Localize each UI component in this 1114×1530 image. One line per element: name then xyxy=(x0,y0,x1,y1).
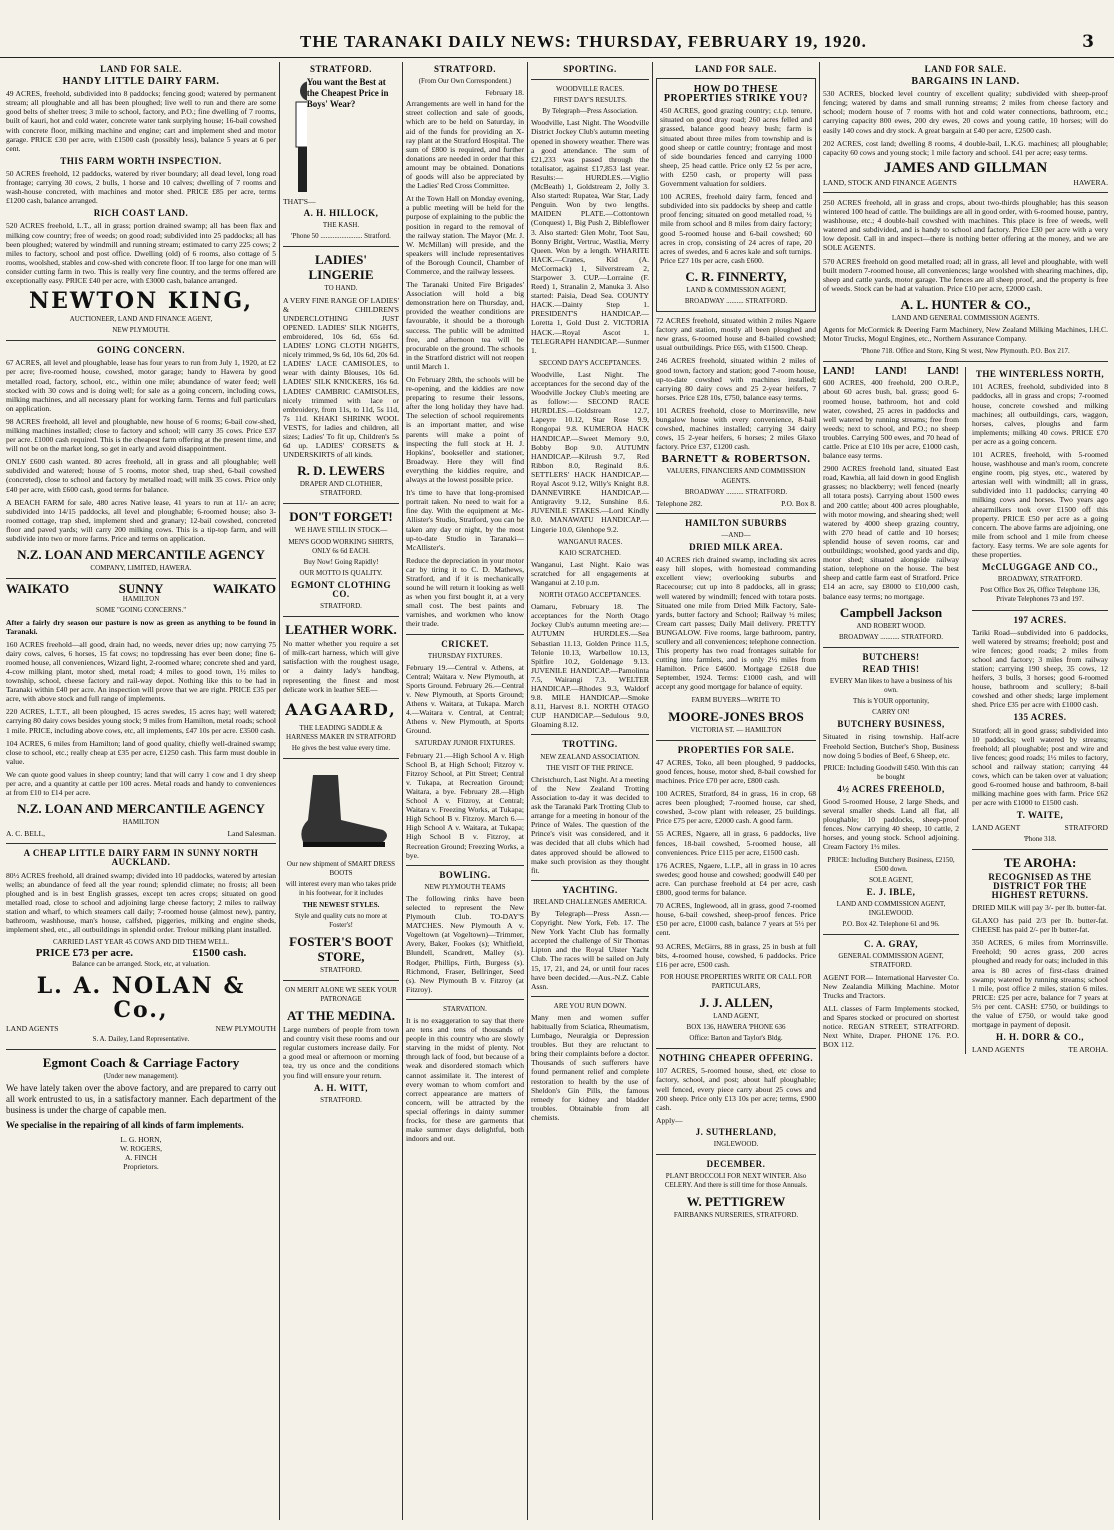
ad-heading: HANDY LITTLE DAIRY FARM. xyxy=(62,76,220,88)
listing: 50 ACRES freehold, 12 paddocks, watered by river boundary; all dead level, long road frontage; carrying 30 cows, 2 bulls, 1 horse and 10 calves; dwelling of 7 rooms and wash-house concreted, with machines and motor shed. PRICE £85 per acre, terms £1200 cash, balance arranged. xyxy=(6,168,276,206)
ad-body: Our new shipment of SMART DRESS BOOTS xyxy=(286,860,396,878)
ad-box xyxy=(656,78,816,312)
listing: 107 ACRES, 5-roomed house, shed, etc close to factory, school, and post; about half ploughable; well fenced, every piece carry about 25 cows and 200 sheep. Price only £13 10s per acre; terms, £900 cash. xyxy=(656,1066,816,1112)
news-paragraph: Wanganui, Last Night. Kaio was scratched for all engagements at Wanganui at 2.10 p.m. xyxy=(531,559,649,587)
section-head: BOWLING. xyxy=(439,869,491,880)
agent-desc: LAND AGENTS TE AROHA. xyxy=(972,1045,1108,1055)
agent-name: C. A. GRAY, xyxy=(863,939,919,950)
agent-location: BROADWAY .......... STRATFORD. xyxy=(684,487,788,496)
ad-heading: GOING CONCERN. xyxy=(96,345,185,356)
agent-contact: BOX 136, HAWERA 'PHONE 636 xyxy=(686,1023,786,1032)
ad-body: Style and quality cuts no more at Foster's! xyxy=(294,911,388,929)
agent-location: BROADWAY, STRATFORD. xyxy=(997,575,1083,584)
listing: 250 ACRES freehold, all in grass and crops, about two-thirds ploughable; has this season wintered 100 head of cattle. The buildings are all in good order, with 6-roomed house, pantry, washhouse, etc.; 4 double-bail cowshed with machines. This place is free of weeds, well watered and subdivided, and is handy to school and factory. Price £30 per acre with a very low deposit. Call in and inspect—there is nothing better offering at the money, and we are SOLE AGENTS. xyxy=(823,197,1108,253)
listing: 450 ACRES, good grazing country; c.t.p. tenure, situated on good dray road; 260 acres felled and grassed, balance good heavy bush; farm is situated about three miles from township and is good sheep or cattle country; frontage and most of side boundaries fenced and carrying 1000 sheep, 25 head cattle. Price only £2 5s per acre, with £250 cash, or property will pass Government valuation for soldiers. xyxy=(660,106,812,189)
subsection-head: NEW ZEALAND ASSOCIATION. xyxy=(540,752,640,761)
ad-body: No matter whether you require a set of milk-cart harness, which will give satisfaction with the roughest usage, or a dainty lady's handbag, representing the finest and most delicate work in leather SEE— xyxy=(283,639,399,694)
section-head: LAND FOR SALE. xyxy=(100,64,182,74)
shop-desc: STRATFORD. xyxy=(320,965,362,974)
byline: (From Our Own Correspondent.) xyxy=(418,77,512,86)
listing: ONLY £600 cash wanted. 80 acres freehold, all in grass and all ploughable; well subdivided and watered; house of 5 rooms, motor shed, trap shed, 6-bail cowshed (concreted), close to school and factory by metalled road; will milk 35 cows. Price only £40 per acre, with £600 cash, good terms for balance. xyxy=(6,457,276,494)
column-3 xyxy=(406,62,524,1520)
ad-body: SOLE AGENT, xyxy=(869,875,913,884)
ad-heading: LADIES' LINGERIE xyxy=(308,252,374,283)
ad-heading: 4½ ACRES FREEHOLD, xyxy=(837,783,945,794)
section-head: SPORTING. xyxy=(563,64,617,74)
ad-body: WE HAVE STILL IN STOCK— xyxy=(294,526,388,535)
shop-name: EGMONT CLOTHING CO. xyxy=(290,579,392,599)
agent-name: N.Z. LOAN AND MERCANTILE AGENCY xyxy=(17,547,265,563)
agent-detail: Agents for McCormick & Deering Farm Machinery, New Zealand Milking Machines, I.H.C. Motor Trucks, Mogul Engines, etc., Northern Assurance Company. xyxy=(823,324,1108,344)
shop-name: FOSTER'S BOOT STORE, xyxy=(289,933,393,964)
agent-contact: P.O. Box 42. Telephone 61 and 96. xyxy=(842,920,940,929)
listing: 520 ACRES freehold, L.T., all in grass; portion drained swamp; all has been flax and milking cow country; free of weeds; on good road; subdivided into 25 paddocks; all has been ploughed; watered by windmill and running stream; estimated to carry 225 cows; 2 miles to factory, school and post office. Dwelling (old) of 6 rooms, also cottage of 5 rooms, woolshed, stables and cow-shed with concrete floor. If too large for one man will consider cutting farm in two. This is really very fine country, and the terms offered are exceptionally easy. PRICE £40 per acre, with £3000 cash, balance arranged. xyxy=(6,221,276,285)
listing: 246 ACRES freehold, situated within 2 miles of good town, factory and station; good 7-room house, up-to-date cowshed with machines installed; carrying 80 dairy cows and 25 2-year heifers, 7 horses. Price £28 10s, £750, balance easy terms. xyxy=(656,356,816,402)
agent-name: McCLUGGAGE AND CO., xyxy=(982,562,1098,573)
agent-contact: 'Phone 718. Office and Store, King St west, New Plymouth. P.O. Box 217. xyxy=(861,347,1070,356)
section-head: STRATFORD. xyxy=(309,64,373,74)
subsection-head: FIRST DAY'S RESULTS. xyxy=(553,96,627,105)
shop-name: R. D. LEWERS xyxy=(297,463,385,479)
agent-detail: ALL classes of Farm Implements stocked, and Spares stocked or procured on shortest notice. REGAN STREET, STRATFORD. Next White, Draper. PHONE 176. P.O. BOX 112. xyxy=(823,1003,960,1050)
listing: 67 ACRES, all level and ploughable, lease has four years to run from July 1, 1920, at £2 per acre; five-roomed house, cowshed, motor garage; handy to Hawera by good metalled road, factory, school, etc., within one mile; abundance of water feed; well stocked with 30 cows and is doing well; for sale as a going concern, including cows, milking machines, and all necessary plant for working farm. Terms and full particulars on application. xyxy=(6,358,276,413)
waikato-banner: WAIKATO SUNNY WAIKATO xyxy=(6,581,276,597)
ad-intro: After a fairly dry season our pasture is now as green as anything to be found in Taranaki. xyxy=(6,617,276,636)
ad-heading: AT THE MEDINA. xyxy=(287,1008,395,1024)
listing: 100 ACRES, Stratford, 84 in grass, 16 in crop, 68 acres been ploughed; 7-roomed house, car shed, cowshed, 3-cow plant with releaser, 25 buildings. Price £75 per acre, £2000 cash. A good farm. xyxy=(656,789,816,826)
subsection-head: NEW PLYMOUTH TEAMS xyxy=(424,882,506,891)
ad-heading: A CHEAP LITTLE DAIRY FARM IN SUNNY NORTH AUCKLAND. xyxy=(23,848,259,868)
ad-body: PRICE: Including Goodwill £450. With this can be bought xyxy=(823,763,959,781)
subsection-head: NORTH OTAGO ACCEPTANCES. xyxy=(539,591,641,600)
column-divider xyxy=(819,62,820,1520)
listing: 350 ACRES, 6 miles from Morrinsville. Freehold; 90 acres grass, 200 acres ploughed and ready for oats; included in this area is 80 acres of first-class drained swamp; watered by running streams; school 1 mile, post office 2 miles, station 6 miles. PRICE: £25 per acre, balance for 7 years at 5½ per cent. CASH: £750, or buildings to the value of £750, or would take good mortgage in payment of deposit. xyxy=(972,938,1108,1030)
subsection-head: THURSDAY FIXTURES. xyxy=(427,651,503,660)
ad-body: EVERY Man likes to have a business of his own. xyxy=(829,676,953,695)
agent-contact: Office: Barton and Taylor's Bldg. xyxy=(689,1034,783,1043)
ad-subhead: SOME "GOING CONCERNS." xyxy=(95,606,187,615)
man-figure-icon xyxy=(283,77,307,197)
agent-desc: LAND AND GENERAL COMMISSION AGENTS. xyxy=(891,313,1040,322)
agent-name: N.Z. LOAN AND MERCANTILE AGENCY xyxy=(17,801,265,817)
news-paragraph: It is no exaggeration to say that there are tens and tens of thousands of people in this country who are slowly starving in the midst of plenty. Not through lack of food, but because of a weak and disordered stomach which cannot assimilate it. The interest of every woman to whom comfort and correct appearance are matters of concern, will be attracted by the special offerings in dainty summer frocks, for these are garments that make summer days delightful, both indoors and out. xyxy=(406,1016,524,1144)
masthead xyxy=(0,32,1114,54)
ad-note: FARM BUYERS—WRITE TO xyxy=(691,695,781,704)
ad-heading: BUTCHERS! xyxy=(862,651,920,662)
agent-desc: LAND AGENTS NEW PLYMOUTH xyxy=(6,1023,276,1033)
shop-name: W. PETTIGREW xyxy=(686,1194,786,1210)
listing: 40 ACRES rich drained swamp, including six acres easy hill slopes, with homestead commanding excellent view; overlooking suburbs and Racecourse; cut up into 8 paddocks, all in grass; well watered by windmill; fenced with totara posts. Situated one mile from Dried Milk Factory, Sale-yards, butter factory and School; Railway ½ miles; Cream cart passes; Daily Mail delivery. PRETTY BUNGALOW. Five rooms, large bathroom, pantry, scullery and all conveniences; telephone connection. This property has two road frontages suitable for cutting into farmlets, and is only 2½ miles from Hamilton. Price £4600. Mortgage £2618 due September, 1924. Terms: £1000 cash, and will accept any good mortgage for balance of equity. xyxy=(656,555,816,692)
column-6 xyxy=(823,62,1108,1520)
ad-subhead: TO HAND. xyxy=(324,284,358,293)
agent-desc: AND ROBERT WOOD. xyxy=(856,621,926,630)
ad-body: THE NEWEST STYLES. xyxy=(302,900,380,909)
news-paragraph: It's time to have that long-promised portrait taken. No need to wait for a fine day. With the equipment at Mc-Allister's Studio, Stratford, you can be taken any day or night, by the most up-to-date Studio in Taranaki—McAllister's. xyxy=(406,488,524,552)
agent-name: BARNETT & ROBERTSON. xyxy=(661,453,811,466)
listing: 101 ACRES, freehold, with 5-roomed house, washhouse and man's room, concrete engine room, pig styes, etc., watered by artesian well with windmill; all in grass, subdivided into 11 paddocks; carrying 40 milking cows and horses. Two years ago ahearmilkers took over £1500 off this property. PRICE £50 per acre as a going concern. The above farms are adjoining, one mile from school and 1 mile from cheese factory. Easy terms. We are sole agents for these properties. xyxy=(972,450,1108,560)
subsection-head: KAIO SCRATCHED. xyxy=(559,548,621,557)
shop-desc: THE LEADING SADDLE & HARNESS MAKER IN STRATFORD xyxy=(286,723,396,741)
shop-desc: STRATFORD. xyxy=(320,1095,362,1104)
news-paragraph: Christchurch, Last Night. At a meeting of the New Zealand Trotting Association to-day it was decided to ask the Taranaki Park Trotting Club to arrange for a meeting in honour of the Prince of Wales. The question of the Prince's visit was considered, and it was decided that all clubs which had dates approved should be allowed to make such provision as they thought fit. xyxy=(531,774,649,875)
news-paragraph: Woodville, Last Night. The Woodville District Jockey Club's autumn meeting opened in showery weather. There was a good attendance. The sum of £21,233 was passed through the totalisator, against £17,853 last year. Results:— HURDLES.—Viglio (McBeath) 1, Goldstream 2, Jolly 3. Also started: Rupatea, War Star, Lady Penguin. Won by two lengths. MAIDEN PLATE.—Cottontown (Conquest) 1, Big Push 2, Bibleflower 3. Also started: Glen Mohr, Toot Sau, Bonny Bright, Vertruc, Wastlia, Merry Queen. Won by a length. WHARITE HACK.—Cranes, Kid (A. McCormack) 1, Silverstream 2, Starpower 3. CUP.—Lorraine (F. Reed) 1, Stranalin 2, Manuka 3. Also started: Paisia, Dead Sea. COUNTY HACK.—Dainty Step 1. PRESIDENT'S HANDICAP.—Loretta 1, Gold Dust 2. VICTORIA HACK.—Royal Ascot 1. TELEGRAPH HANDICAP.—Sunmer 1. xyxy=(531,118,649,355)
section-head: YACHTING. xyxy=(562,884,618,895)
ad-heading: Egmont Coach & Carriage Factory xyxy=(42,1054,240,1070)
listing: 160 ACRES freehold—all good, drain had, no weeds, never dries up; now carrying 75 dairy cows, calves, 6 horses, 15 fat cows; no topdressing has ever been done; fine 6-roomed house, all conveniences, Wizard light, 2-roomed whare; concrete shed and yard, 4-cow milking plant, motor shed, metal road; 4 miles to good town, 1½ miles to township, school, cheese factory and rail-way depot. Nothing like this to be had in Taranaki within £40 per acre. An inspection will prove that we are right. PRICE £35 per acre, with above stock and full range of implements. xyxy=(6,639,276,704)
agent-location: HAMILTON xyxy=(122,595,160,604)
agent-rep: S. A. Dailey, Land Representative. xyxy=(92,1034,190,1043)
ad-body: DRIED MILK will pay 3/- per lb. butter-fat. xyxy=(972,902,1107,912)
agent-location: NEW PLYMOUTH. xyxy=(112,326,170,335)
listing: 101 ACRES freehold, close to Morrinsville, new bungalow house with every convenience, 8-bail cowshed, machines installed; carrying 34 dairy cows, 15 2-year heifers, 6 horses; 2 miles Glaxo factory. Price £37, £1200 cash. xyxy=(656,405,816,452)
news-paragraph: The Taranaki United Fire Brigades' Association will hold a big demonstration here on Thursday, and, provided the weather conditions are favourable, it should be a thorough success. The public will be admitted free, and afternoon tea will be procurable on the ground. The schools in the Stratford district will not reopen until March 1. xyxy=(406,280,524,371)
agent-name: MOORE-JONES BROS xyxy=(668,708,804,724)
listing: 72 ACRES freehold, situated within 2 miles Ngaere factory and station, mostly all been ploughed and new grass, 6-roomed house and 8-bailed cowshed; usual outbuildings. Price £65, with £1500. Cheap. xyxy=(656,316,816,353)
listing: 98 ACRES freehold, all level and ploughable, new house of 6 rooms; 6-bail cow-shed, milking machines installed; close to factory and school; will carry 35 cows. Price £37 per acre. £1000 cash required. This is the cheapest farm offering at the present time, and will not be on the market long, so get in early and avoid disappointment. xyxy=(6,416,276,454)
news-paragraph: By Telegraph—Press Assn.—Copyright. New York, Feb. 17. The New York Yacht Club has formally accepted the challenge of Sir Thomas Lipton and the Royal Ulster Yacht Club. The races will be sailed on July 15, 17, 21, and 24, or until four races have been decided.—Aus.-N.Z. Cable Assn. xyxy=(531,908,649,991)
column-4 xyxy=(531,62,649,1520)
ad-body: PRICE: Including Butchery Business, £2150, £500 down. xyxy=(827,855,955,873)
ad-body: Situated in rising township. Half-acre Freehold Section, Butcher's Shop, Business now doing 5 bodies of Beef, 6 Sheep, etc. xyxy=(823,732,960,760)
agent-detail: AGENT FOR— International Harvester Co. New Zealandia Milking Machine. Motor Trucks and Tractors. xyxy=(823,972,960,1000)
subsection-head: WANGANUI RACES. xyxy=(557,537,623,546)
subsection-head: STARVATION. xyxy=(443,1004,487,1013)
ad-heading: BUTCHERY BUSINESS, xyxy=(837,719,945,730)
listing: 202 ACRES, cost land; dwelling 8 rooms, 4 double-bail, L.K.G. machines; all ploughable; capacity 60 cows and young stock; 1 mile factory and school. £41 per acre; easy terms. xyxy=(823,138,1108,157)
agent-desc: VALUERS, FINANCIERS AND COMMISSION AGENTS. xyxy=(666,467,806,485)
boys-wear-ad: You want the Best at the Cheapest Price in Boys' Wear? xyxy=(283,77,399,197)
agent-name: A. L. HUNTER & CO., xyxy=(900,296,1031,312)
agent-location: VICTORIA ST. — HAMILTON xyxy=(690,725,782,734)
ad-subhead: RECOGNISED AS THE DISTRICT FOR THE HIGHEST RETURNS. xyxy=(988,871,1092,900)
listing: 176 ACRES, Ngaere, L.I.P., all in grass in 10 acres swedes; good house and cowshed; goodwill £40 per acre. Can purchase freehold at £4 per acre, cash £800, good terms for balance. xyxy=(656,860,816,898)
ad-heading: 197 ACRES. xyxy=(1013,614,1067,625)
agent-desc: LAND AGENT STRATFORD xyxy=(972,823,1108,833)
listing: 570 ACRES freehold on good metalled road; all in grass, all level and ploughable, with well built modern 7-roomed house, all conveniences; large woolshed with shearing machines, dip, sheep and cattle yards, motor garage. The fences are all sheep proof, and the property is free of weeds. Stock can be had at valuation. Price £10 per acre, £2000 cash. xyxy=(823,256,1108,293)
ad-body: We have lately taken over the above factory, and are prepared to carry out all work entrusted to us, in a satisfactory manner. Each department of the business is under the charge of capable men. xyxy=(6,1082,276,1115)
column-divider xyxy=(402,62,403,1520)
subsection-head: ARE YOU RUN DOWN. xyxy=(553,1001,627,1010)
column-5 xyxy=(656,62,816,1520)
ad-body: We specialise in the repairing of all kinds of farm implements. xyxy=(6,1119,244,1130)
agent-location: INGLEWOOD. xyxy=(713,1140,759,1148)
masthead-rule xyxy=(0,57,1114,58)
ad-note: Apply— xyxy=(656,1115,683,1125)
news-paragraph: Many men and women suffer habitually from Sciatica, Rheumatism, Lumbago, Neuralgia or Depression troubles. But they are reluctant to bring their complaints before a doctor. Thousands of such sufferers have found permanent relief and complete restoration to health by the use of Sheldon's Gin Pills, the famous remedy for kidney and bladder troubles. Obtainable from all chemists. xyxy=(531,1012,649,1122)
agent-contact: Post Office Box 26, Office Telephone 136, Private Telephones 73 and 197. xyxy=(980,586,1100,604)
ad-body: GLAXO has paid 2/3 per lb. butter-fat. CHEESE has paid 2/- per lb butter-fat. xyxy=(972,916,1108,935)
byline: By Telegraph—Press Association. xyxy=(542,107,638,116)
agent-name: NEWTON KING, xyxy=(28,288,254,315)
shop-desc: DRAPER AND CLOTHIER, STRATFORD. xyxy=(299,480,383,498)
price-line: PRICE £73 per acre. £1500 cash. xyxy=(35,947,247,960)
news-paragraph: At the Town Hall on Monday evening, a public meeting will be held for the purpose of explaining to the public the position in regard to the removal of the railway station. The Mayor (Mr. J. W. McMillan) will preside, and the speakers will include representatives of the Borough Council, Chamber of Commerce, and the railway lessees. xyxy=(406,194,524,276)
agent-location: HAMILTON xyxy=(122,818,160,827)
news-paragraph: February 19.—Central v. Athens, at Central; Waitara v. New Plymouth, at Sports Ground. February 26.—Central v. New Plymouth, at Sports Ground; Athens v. Waitara, at Tukapa. March 4.—Waitara v. Central, at Central; Athens v. New Plymouth, at Sports Ground. xyxy=(406,662,524,736)
ad-heading: DRIED MILK AREA. xyxy=(689,542,783,553)
agent-name: J. SUTHERLAND, xyxy=(695,1126,777,1137)
news-paragraph: Arrangements are well in hand for the street collection and sale of goods, which are to be held on Saturday, in aid of the funds for providing an X-ray plant at the Stratford Hospital. The sum of £800 is required, and further donations are needed in order that this amount may be obtained. Donations of goods will also be appreciated by the Ladies' Red Cross Committee. xyxy=(406,99,524,191)
section-head: CRICKET. xyxy=(441,638,489,649)
ad-heading: PROPERTIES FOR SALE. xyxy=(677,744,795,755)
shop-desc: THE KASH. xyxy=(322,221,360,230)
column-divider xyxy=(279,62,280,1520)
ad-heading: READ THIS! xyxy=(862,663,920,674)
listing: 70 ACRES, Inglewood, all in grass, good 7-roomed house, 6-bail cowshed, sheep-proof fences. Price £50 per acre, £1000 cash, balance 7 years at 5½ per cent. xyxy=(656,901,816,938)
shop-desc: FAIRBANKS NURSERIES, STRATFORD. xyxy=(673,1211,799,1220)
listing: 49 ACRES, freehold, subdivided into 8 paddocks; fencing good; watered by permanent stream; all ploughable and all has been ploughed; live well to run and there are some good belts of shelter trees; 3 mile to school, factory, and P.O.; fine dwelling of 7 rooms, built of kauri, hot and cold water, concrete water tank surplying house; 16-bail cowshed with concrete floor, milking machine and engine; cart and implement shed and motor garage. PRICE £30 per acre, with £1500 cash (possibly less), balance 5 years at 6 per cent. xyxy=(6,89,276,153)
agent-name: JAMES AND GILLMAN xyxy=(883,159,1048,176)
listing: We can quote good values in sheep country; land that will carry 1 cow and 1 dry sheep per acre, and a quantity at cattle per 100 acres. Metal roads and handy to conveniences at from £10 to £14 per acre. xyxy=(6,769,276,798)
shop-desc: STRATFORD. xyxy=(320,602,362,611)
news-paragraph: Oamaru, February 18. The acceptances for the North Otago Jockey Club's autumn meeting are:— AUTUMN HURDLES.—Sea Sebastian 11.13, Golden Prince 11.5, Telonie 10.13, Warbellow 10.13, Spitfire 10.2, Goldenage 9.13. JUVENILE HANDICAP.—Pamolinta 7.5, Wairangi 7.3. WELTER HANDICAP.—Rhodes 9.3, Waldorf 9.8. MILE HANDICAP.—Smoke 8.11, Harvest 8.1. NORTH OTAGO CUP HANDICAP.—Sedulous 9.0, Gloaming 8.12. xyxy=(531,602,649,730)
ad-heading: THIS FARM WORTH INSPECTION. xyxy=(60,155,222,166)
subsection-head: IRELAND CHALLENGES AMERICA. xyxy=(533,897,647,906)
ad-heading: 135 ACRES. xyxy=(1013,712,1067,723)
agent-name: H. H. DORR & CO., xyxy=(996,1032,1084,1043)
news-paragraph: Woodville, Last Night. The acceptances for the second day of the Woodville Jockey Club's meeting are as follow:— SECOND RACE HURDLES.—Goldstream 12.7, Lapeyre 10.12, Star Rose 9.9, Rongopai 9.8. KUMEROA HACK HANDICAP.—Sweet Memory 9.0, Bobby Bop 9.0. AUTUMN HANDICAP.—Kilrush 9.7, Red Ribbon 8.0, Reginald 8.6. SETTLERS' HACK HANDICAP.—Royal Ascot 9.12, Willy's Knight 8.8. DANNEVIRKE HANDICAP.—Antigravity 9.12, Sunshine 8.6. JUVENILE STAKES.—Lord Kindly 8.0. MANAWATU HANDICAP.—Lingerie 10.0, Glenhope 9.2. xyxy=(531,369,649,534)
ad-subhead: (Under new management). xyxy=(103,1071,179,1080)
agent-contact: Telephone 282. P.O. Box 8. xyxy=(656,498,816,508)
listing: Tariki Road—subdivided into 6 paddocks, well watered by streams; freehold; post and wire fences; good roads; 2 miles from school and factory; 3 miles from railway station; carrying 190 sheep, 35 cows, 12 heifers, 3 bulls, 3 horses; good 6-roomed house, bathroom and scullery; 8-bail cowshed and other sheds; large implement shed. Price £35 per acre with £1000 cash. xyxy=(972,627,1108,710)
ad-heading: LEATHER WORK. xyxy=(285,622,397,638)
listing: 104 ACRES, 6 miles from Hamilton; land of good quality, chiefly well-drained swamp; close to school, etc.; really cheap at £35 per acre, £1250 cash. This farm must double in value. xyxy=(6,738,276,766)
agent-name: C. R. FINNERTY, xyxy=(685,268,787,284)
listing: 47 ACRES, Toko, all been ploughed, 9 paddocks, good fences, house, motor shed, 8-bail cowshed for machines. Price £70 per acre, £800 cash. xyxy=(656,757,816,785)
news-paragraph: Reduce the depreciation in your motor car by tiring it to C. D. Mathews, Stratford, and if it is mechanically sound he will return it looking as well as when you first bought it, at a very small cost. The best paints and varnishes, and workmen who know their trade. xyxy=(406,555,524,629)
shop-phone: 'Phone 50 ........................ Stratford. xyxy=(291,232,391,241)
agent-name: J. J. ALLEN, xyxy=(699,994,773,1010)
ad-heading: HOW DO THESE PROPERTIES STRIKE YOU? xyxy=(663,84,809,105)
page-number: 3 xyxy=(1082,32,1094,52)
listing: 93 ACRES, McGirrs, 88 in grass, 25 in bush at full bits, 4-roomed house, cowshed, 6 paddocks. Price £16 per acre, £500 cash. xyxy=(656,941,816,969)
listing: 101 ACRES, freehold, subdivided into 8 paddocks, all in grass and crops; 7-roomed house, concrete cowshed and milking machines; all outbuildings, cars, waggon, horses, calves, ploughs and farm implements; milking 40 cows. PRICE £70 per acre as a going concern. xyxy=(972,382,1108,446)
shop-name: AAGAARD, xyxy=(285,699,397,719)
listing: Stratford; all in good grass; subdivided into 10 paddocks; well watered by streams; freehold; all ploughable; post and wire and live fences; good roads; 1½ miles to factory, school and railway station; carrying 44 cows, which can be taken over at valuation; good 6-roomed house and bathroom, 8-bail milking machine goes with farm. Price £62 per acre with £1000 to £1500 cash. xyxy=(972,725,1108,808)
column-1 xyxy=(6,62,276,1520)
agent-desc: AUCTIONEER, LAND AND FINANCE AGENT, xyxy=(69,315,213,324)
ad-heading: BARGAINS IN LAND. xyxy=(911,76,1020,88)
listing: A BEACH FARM for sale, 480 acres Native lease, 41 years to run at 11/- an acre; subdivided into 14/15 paddocks, all level and ploughable; 6-roomed house; also 3-roomed cottage, trap shed, implement shed and granary; 12-bail cowshed, concreted floor and paved yards; will carry 200 milking cows. This is a tip-top farm, and will subdivide into two or more farms. Price and terms on application. xyxy=(6,497,276,544)
listing: 100 ACRES, freehold dairy farm, fenced and subdivided into six paddocks by sheep and cattle proof fencing; situated on good metalled road, ½ mile from school and 8 miles from dairy factory; good 5-roomed house and 6-bail cowshed; 60 acres in crop, consisting of 24 acres of rape, 20 acres of swedes, and 6 acres kale and soft turnips. Price £27 10s per acre, cash £600. xyxy=(660,192,812,265)
subsection-head: SECOND DAY'S ACCEPTANCES. xyxy=(539,358,641,367)
ad-subhead: —AND— xyxy=(721,530,751,539)
section-head: LAND FOR SALE. xyxy=(695,64,777,74)
listing: 2900 ACRES freehold land, situated East road, Kawhia, all laid down in good English grasses; no blackberry; well fenced (nearly all totara posts). Carrying about 1500 ewes and 200 cattle; about 400 acres ploughable, with motor mowing, and shearing shed; well watered by 4000 sheep grazing country, with 270 head of cattle and 10 horses; splendid house of seven rooms, car and outbuildings; woolshed, good yards and dip, motor shed; situated alongside railway station, telephone on the house. The best sheep and cattle farm east of Stratford. Price £14 an acre, say £8000 to £10,000 cash, balance easy terms; no mortgage. xyxy=(823,464,960,601)
ad-heading: HAMILTON SUBURBS xyxy=(685,517,787,528)
listing: 600 ACRES, 400 freehold, 200 O.R.P., about 60 acres bush, bal. grass; good 6-roomed house, bathroom, hot and cold water, cowshed, 25 acres in paddocks and well watered by running streams; free from weeds; next to school, and P.O.; no sheep troubles. Carrying 500 ewes, and 70 head of cattle. Price at £10 10s per acre, £1000 cash, balance easy terms. xyxy=(823,378,960,461)
listing: 80½ ACRES freehold, all drained swamp; divided into 10 paddocks, watered by artesian wells; an abundance of feed all the year round; splendid climate; no frosts; all been ploughed and is in best English grasses, except ten acres crops; situated on good metalled road, close to school and adjoining large cheese factory; 2 miles to railway station and wharf, to which steamers call daily; 7-roomed house (almost new), pantry, bathroom, washhouse, man's house, calfshed, piggeries, milking and engine sheds, implement shed, etc., all outbuildings in splendid order. Trelour milking plant installed. xyxy=(6,870,276,935)
ad-heading: TE AROHA: xyxy=(1003,854,1077,870)
agent-desc: GENERAL COMMISSION AGENT, STRATFORD. xyxy=(838,952,944,970)
agent-location: BROADWAY ........... STRATFORD. xyxy=(838,632,944,641)
shop-name: A. H. WITT, xyxy=(314,1082,368,1093)
section-head: STRATFORD. xyxy=(433,64,497,74)
agent-desc: COMPANY, LIMITED, HAWERA. xyxy=(90,564,192,573)
dateline: February 18. xyxy=(485,88,524,98)
ad-body: CARRY ON! xyxy=(872,708,910,717)
land-banner: LAND! LAND! LAND! xyxy=(823,366,960,378)
proprietors: L. G. HORN, W. ROGERS, A. FINCH Proprietors. xyxy=(119,1134,163,1172)
section-head: TROTTING. xyxy=(562,739,618,750)
ad-note: CARRIED LAST YEAR 45 COWS AND DID THEM WELL. xyxy=(52,938,230,947)
agent-name: Campbell Jackson xyxy=(839,604,943,620)
ad-body: Large numbers of people from town and country visit these rooms and our regular customers increase daily. For a good meal or afternoon or morning tea, try us once and the conditions you find will ensure your return. xyxy=(283,1025,399,1080)
ad-note: FOR HOUSE PROPERTIES WRITE OR CALL FOR PARTICULARS, xyxy=(660,972,812,990)
ad-note: Balance can be arranged. Stock, etc, at valuation. xyxy=(72,960,210,969)
subsection-head: THE VISIT OF THE PRINCE. xyxy=(546,763,634,772)
shop-name: A. H. HILLOCK, xyxy=(303,208,379,219)
agent-name: T. WAITE, xyxy=(1016,810,1064,821)
column-divider xyxy=(652,62,653,1520)
listing: 530 ACRES, blocked level country of excellent quality; subdivided with sheep-proof fencing; watered by dams and small running streams; 2 miles from cheese factory and school; modern house of 7 rooms with hot and cold water connections, bathroom, etc.; carrying capacity 800 ewes, 200 dry ewes, 20 cows and young cattle, 10 horses; will do easily 140 cows and dry stock. A great bargain at £40 per acre, £2500 cash. xyxy=(823,89,1108,135)
ad-heading: DON'T FORGET! xyxy=(289,509,393,525)
ad-heading: DECEMBER. xyxy=(706,1159,766,1170)
ad-subhead: ON MERIT ALONE WE SEEK YOUR PATRONAGE xyxy=(285,985,397,1003)
boot-icon xyxy=(283,770,393,850)
ad-body: OUR MOTTO IS QUALITY. xyxy=(299,568,383,577)
ad-heading: RICH COAST LAND. xyxy=(93,208,189,219)
listing: 220 ACRES, L.T.T., all been ploughed, 15 acres swedes, 15 acres hay; well watered; carrying 80 dairy cows besides young stock; 9 miles from Hamilton, metal roads; school 1 mile. PRICE, including above cows, etc, all implements, £47 10s per acre. £3500 cash. xyxy=(6,707,276,735)
agent-contact: 'Phone 318. xyxy=(1023,834,1057,843)
ad-text: THAT'S— xyxy=(283,197,316,207)
section-head: LAND FOR SALE. xyxy=(924,64,1007,74)
ad-body: PLANT BROCCOLI FOR NEXT WINTER. Also CELERY. And there is still time for those Annuals. xyxy=(664,1172,808,1190)
ad-body: A VERY FINE RANGE OF LADIES' & CHILDREN'S UNDERCLOTHING JUST OPENED. LADIES' SILK NIGHTS, embroidered, 10s 6d, 65s 6d. LADIES' LONG CLOTH NIGHTS, nicely trimmed, 9s 6d, 10s 6d, 20s 6d. LADIES' LACE CAMISOLES, to wear with dainty Blouses, 10s 6d. LADIES' SILK KNICKERS, 16s 6d. LADIES' CAMBRIC CAMISOLES, nicely trimmed with lace or embroidery, from 11s, to 11d, 5s 11d, 7s 11d. KHAKI SHRINK WOOL VESTS, for ladies and children, all sizes; Ladies' To fit up, Children's 5s 6d up. LADIES' CORSETS & UNDERSKIRTS of all kinds. xyxy=(283,295,399,460)
shop-tagline: He gives the best value every time. xyxy=(291,743,391,752)
ad-body: MEN'S GOOD WORKING SHIRTS, ONLY 6s 6d EACH. xyxy=(288,537,394,555)
agent-name: E. J. IBLE, xyxy=(866,886,916,897)
news-paragraph: February 21.—High School A v. High School B, at High School; Fitzroy v. Fitzroy School, at Pitt Street; Central v. Tukapa, at Recreation Ground; Waitara, a bye. February 28.—High School A v. Fitzroy, at Central; Waitara v. Freezing Works, at Tukapa; High School B v. Fitzroy. March 6.—High School A v. Waitara, at Tukapa; High School B v. Fitzroy, at Recreation Ground; Freezing Works, a bye. xyxy=(406,750,524,860)
ad-body: This is YOUR opportunity, xyxy=(853,697,929,706)
column-2 xyxy=(283,62,399,1520)
ad-heading: NOTHING CHEAPER OFFERING. xyxy=(658,1053,814,1064)
newspaper-title: THE TARANAKI DAILY NEWS: THURSDAY, FEBRUARY 19, 1920. xyxy=(300,32,867,51)
listing: 55 ACRES, Ngaere, all in grass, 6 paddocks, live fences, 18-bail cowshed, 5-roomed house, all conveniences. Price £115 per acre, £1500 cash. xyxy=(656,829,816,857)
agent-desc: LAND & COMMISSION AGENT, xyxy=(686,285,786,294)
agent-name: L. A. NOLAN & Co., xyxy=(36,972,246,1023)
agent-desc: LAND AND COMMISSION AGENT, INGLEWOOD. xyxy=(836,899,946,918)
ad-body: will interest every man who takes pride in his footwear, for it includes xyxy=(285,880,397,898)
ad-heading: THE WINTERLESS NORTH, xyxy=(975,369,1105,380)
news-paragraph: The following rinks have been selected to represent the New Plymouth Club. TO-DAY'S MATCHES. New Plymouth A v. Vogeltown (at Vogeltown)—Trimmer, Avery, Baker, Fookes (s); Whitfield, Blundell, Scandrett, Malley (s). Rodger, Phillips, Firth, Burgess (s). Richmond, Fraser, Bellringer, Seed (s). New Plymouth B v. Fitzroy (at Fitzroy). xyxy=(406,893,524,994)
agent-desc: LAND, STOCK AND FINANCE AGENTS HAWERA. xyxy=(823,177,1108,187)
column-divider xyxy=(527,62,528,1520)
ad-body: Buy Now! Going Rapidly! xyxy=(303,557,379,566)
agent-desc: LAND AGENT, xyxy=(713,1011,759,1020)
agent-signature: A. C. BELL, Land Salesman. xyxy=(6,829,276,839)
agent-location: BROADWAY .......... STRATFORD. xyxy=(684,296,788,305)
news-paragraph: On February 28th, the schools will be re-opening, and the kiddies are now preparing to resume their lessons, after the long holiday they have had. The selection of school requirements is an important matter, and wise parents will make a point of inspecting the full stock at H. J. Hopkins', bookseller and stationer, Broadway. Here they will find everything the kiddies require, and always at the lowest possible price. xyxy=(406,375,524,485)
subsection-head: WOODVILLE RACES. xyxy=(555,85,625,94)
ad-body: Good 5-roomed House, 2 large Sheds, and several smaller sheds. Land all flat, all ploughable; 10 paddocks, sheep-proof fences. Now carrying 40 sheep, 10 cattle, 2 horses, and young stock. School adjoining. Cream Factory 1½ miles. xyxy=(823,797,960,852)
subsection-head: SATURDAY JUNIOR FIXTURES. xyxy=(414,739,516,748)
